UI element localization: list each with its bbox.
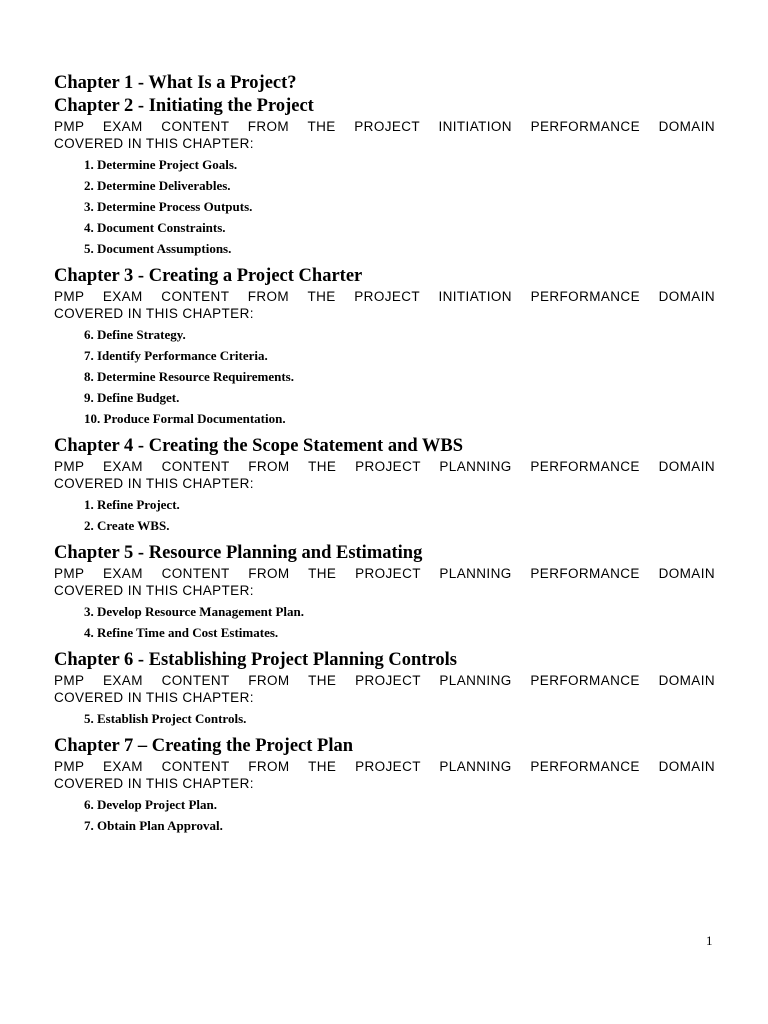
- task-item: 9. Define Budget.: [84, 390, 180, 405]
- chapter-intro-line: PMP EXAM CONTENT FROM THE PROJECT PLANNING PERFORMANCE DOMAIN: [54, 759, 715, 774]
- chapter-intro-line: PMP EXAM CONTENT FROM THE PROJECT PLANNING PERFORMANCE DOMAIN: [54, 459, 715, 474]
- task-item: 1. Refine Project.: [84, 497, 180, 512]
- chapter-section: [54, 72, 715, 95]
- task-item: 2. Create WBS.: [84, 518, 170, 533]
- chapter-section: [54, 542, 715, 643]
- task-list: [54, 154, 715, 259]
- task-item: 7. Obtain Plan Approval.: [84, 818, 223, 833]
- chapter-intro-line: COVERED IN THIS CHAPTER:: [54, 136, 254, 151]
- document-body: [54, 72, 715, 836]
- chapter-intro-line: COVERED IN THIS CHAPTER:: [54, 583, 254, 598]
- task-item: 3. Determine Process Outputs.: [84, 199, 253, 214]
- task-list: [54, 794, 715, 836]
- chapter-intro-line: PMP EXAM CONTENT FROM THE PROJECT PLANNING PERFORMANCE DOMAIN: [54, 566, 715, 581]
- task-item: 5. Establish Project Controls.: [84, 711, 247, 726]
- chapter-section: [54, 649, 715, 729]
- task-item: 3. Develop Resource Management Plan.: [84, 604, 305, 619]
- task-item: 6. Develop Project Plan.: [84, 797, 217, 812]
- chapter-intro: [54, 565, 715, 599]
- task-item: 8. Determine Resource Requirements.: [84, 369, 294, 384]
- chapter-intro: [54, 118, 715, 152]
- chapter-intro: [54, 288, 715, 322]
- chapter-intro-line: COVERED IN THIS CHAPTER:: [54, 476, 254, 491]
- task-item: 1. Determine Project Goals.: [84, 157, 238, 172]
- chapter-title: Chapter 2 - Initiating the Project: [54, 96, 314, 116]
- task-item: 4. Refine Time and Cost Estimates.: [84, 625, 279, 640]
- chapter-title: Chapter 5 - Resource Planning and Estimating: [54, 543, 423, 563]
- chapter-intro-line: COVERED IN THIS CHAPTER:: [54, 690, 254, 705]
- chapter-title: Chapter 1 - What Is a Project?: [54, 73, 297, 93]
- task-list: [54, 708, 715, 729]
- page-number: 1: [706, 933, 713, 948]
- task-item: 2. Determine Deliverables.: [84, 178, 231, 193]
- chapter-intro-line: PMP EXAM CONTENT FROM THE PROJECT PLANNING PERFORMANCE DOMAIN: [54, 673, 715, 688]
- task-item: 6. Define Strategy.: [84, 327, 186, 342]
- chapter-section: [54, 265, 715, 429]
- task-list: [54, 324, 715, 429]
- chapter-section: [54, 435, 715, 536]
- task-item: 5. Document Assumptions.: [84, 241, 232, 256]
- chapter-intro-line: PMP EXAM CONTENT FROM THE PROJECT INITIATION PERFORMANCE DOMAIN: [54, 119, 715, 134]
- chapter-title: Chapter 7 – Creating the Project Plan: [54, 736, 354, 756]
- chapter-intro-line: PMP EXAM CONTENT FROM THE PROJECT INITIATION PERFORMANCE DOMAIN: [54, 289, 715, 304]
- chapter-section: [54, 95, 715, 259]
- chapter-intro: [54, 758, 715, 792]
- chapter-intro: [54, 458, 715, 492]
- chapter-title: Chapter 3 - Creating a Project Charter: [54, 266, 363, 286]
- chapter-title: Chapter 4 - Creating the Scope Statement and WBS: [54, 436, 464, 456]
- chapter-section: [54, 735, 715, 836]
- task-item: 4. Document Constraints.: [84, 220, 226, 235]
- chapter-intro-line: COVERED IN THIS CHAPTER:: [54, 776, 254, 791]
- chapter-title: Chapter 6 - Establishing Project Planning Controls: [54, 650, 457, 670]
- task-list: [54, 601, 715, 643]
- task-list: [54, 494, 715, 536]
- chapter-intro: [54, 672, 715, 706]
- task-item: 7. Identify Performance Criteria.: [84, 348, 268, 363]
- task-item: 10. Produce Formal Documentation.: [84, 411, 286, 426]
- chapter-intro-line: COVERED IN THIS CHAPTER:: [54, 306, 254, 321]
